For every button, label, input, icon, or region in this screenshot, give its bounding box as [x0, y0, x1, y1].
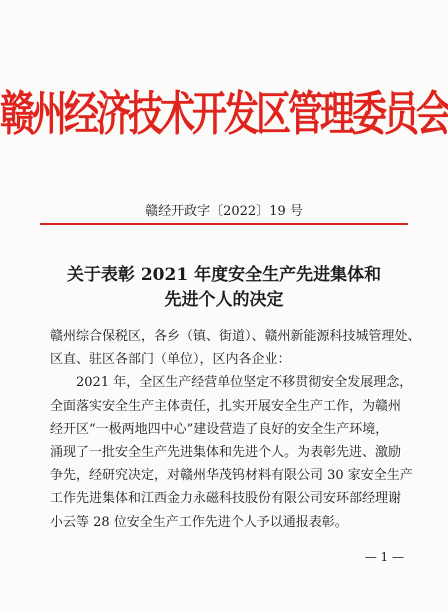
- body-line: 工作先进集体和江西金力永磁科技股份有限公司安环部经理谢: [50, 491, 402, 507]
- red-divider-line: [40, 223, 408, 225]
- body-line: 争先，经研究决定，对赣州华茂钨材料有限公司 30 家安全生产: [50, 468, 413, 484]
- body-line: 涌现了一批安全生产先进集体和先进个人。为表彰先进、激励: [50, 444, 402, 460]
- body-text: [0, 325, 448, 534]
- body-line: 2021 年，全区生产经营单位坚定不移贯彻安全发展理念，: [76, 375, 413, 391]
- body-line: 小云等 28 位安全生产工作先进个人予以通报表彰。: [50, 514, 348, 530]
- issuer-header: 赣州经济技术开发区管理委员会: [0, 87, 448, 142]
- document-number: 赣经开政字〔2022〕19 号: [145, 204, 303, 219]
- page-number: — 1 —: [364, 550, 404, 564]
- body-line: 区直、驻区各部门（单位），区内各企业：: [50, 352, 291, 368]
- body-line: 赣州综合保税区，各乡（镇、街道）、赣州新能源科技城管理处、: [50, 329, 421, 344]
- document-title-line-1: 关于表彰 2021 年度安全生产先进集体和: [66, 265, 382, 285]
- document-title-line-2: 先进个人的决定: [164, 290, 284, 310]
- body-line: 全面落实安全生产主体责任，扎实开展安全生产工作，为赣州: [50, 398, 402, 414]
- body-line: 经开区“一极两地四中心”建设营造了良好的安全生产环境，: [50, 421, 389, 437]
